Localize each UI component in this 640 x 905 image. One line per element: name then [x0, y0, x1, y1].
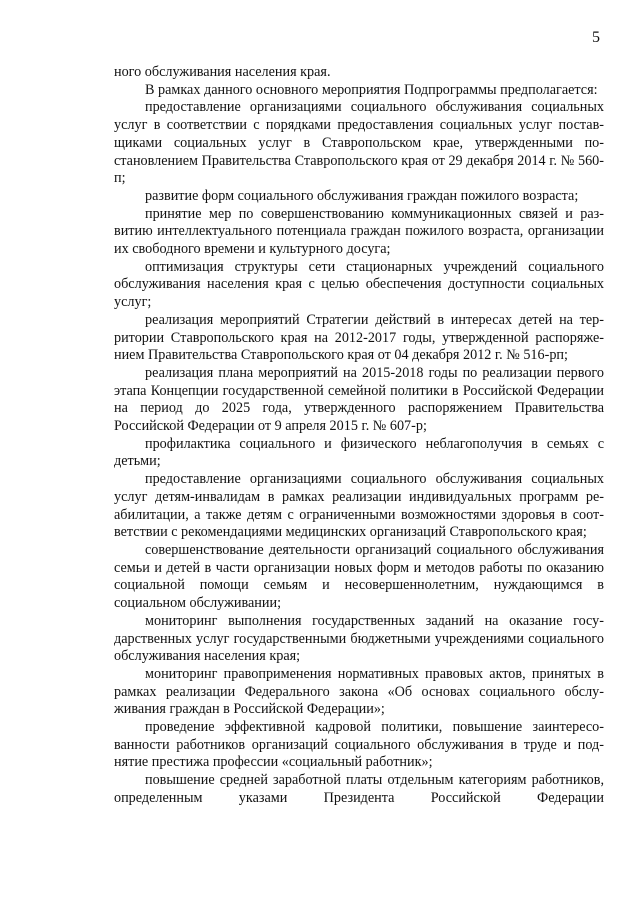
- list-item-hr-policy: проведение эффективной кадровой политики, повышение заинтересованности работников организаций социального обслуживания в труде и поднятие престижа профессии «социальный работник»;: [114, 719, 604, 771]
- list-item-communication: принятие мер по совершенствованию коммуникационных связей и развитию интеллектуального потенциала граждан пожилого возраста, организации их свободного времени и культурного досуга;: [114, 205, 604, 258]
- document-body: [114, 64, 604, 808]
- page-number: 5: [592, 29, 600, 46]
- list-item-children-strategy: реализация мероприятий Стратегии действий в интересах детей на территории Ставропольского края на 2012-2017 годы, утвержденной распоряжением Правительства Ставропольского края от 04 декабря 2012 г. № 516-рп;: [114, 311, 604, 364]
- list-item-family-services: совершенствование деятельности организаций социального обслуживания семьи и детей в части организации новых форм и методов работы по оказанию социальной помощи семьям и несовершеннолетним, нуждающимся в социальном обслуживании;: [114, 541, 604, 612]
- list-item-prevention: профилактика социального и физического неблагополучия в семьях с детьми;: [114, 435, 604, 470]
- list-item-disabled-children: предоставление организациями социального обслуживания социальных услуг детям-инвалидам в рамках реализации индивидуальных программ реабилитации, а также детям с ограниченными возможностями здоровья в соответствии с рекомендациями медицинских организаций Ставропольского края;: [114, 471, 604, 541]
- list-item-social-services: предоставление организациями социального обслуживания социальных услуг в соответствии с порядками предоставления социальных услуг поставщиками социальных услуг в Ставропольском крае, утвержденными постановлением Правительства Ставропольского края от 29 декабря 2014 г. № 560-п;: [114, 99, 604, 187]
- paragraph-continuation: ного обслуживания населения края.: [114, 64, 331, 80]
- list-item-elderly-forms: развитие форм социального обслуживания граждан пожилого возраста;: [145, 187, 579, 204]
- list-item-monitoring-tasks: мониторинг выполнения государственных заданий на оказание государственных услуг государственными бюджетными учреждениями социального обслуживания населения края;: [114, 612, 604, 665]
- list-item-monitoring-law: мониторинг правоприменения нормативных правовых актов, принятых в рамках реализации Федерального закона «Об основах социального обслуживания граждан в Российской Федерации»;: [114, 665, 604, 718]
- list-item-family-policy: реализация плана мероприятий на 2015-2018 годы по реализации первого этапа Концепции государственной семейной политики в Российской Федерации на период до 2025 года, утвержденного распоряжением Правительства Российской Федерации от 9 апреля 2015 г. № 607-р;: [114, 364, 604, 435]
- list-item-salary: повышение средней заработной платы отдельным категориям работников, определенным указами Президента Российской Федерации: [114, 772, 604, 806]
- list-item-network-optimization: оптимизация структуры сети стационарных учреждений социального обслуживания населения края с целью обеспечения доступности социальных услуг;: [114, 258, 604, 311]
- paragraph-intro: В рамках данного основного мероприятия Подпрограммы предполагается:: [145, 81, 598, 98]
